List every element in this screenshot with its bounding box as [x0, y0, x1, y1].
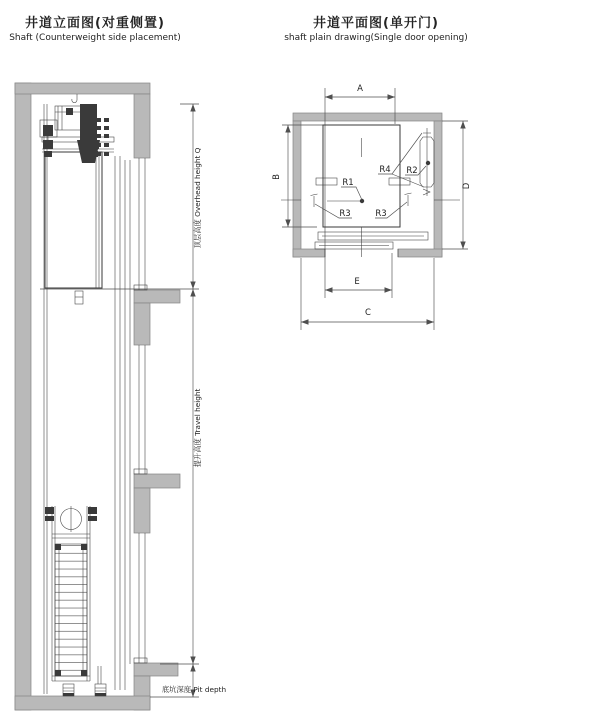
right-title-zh: 井道平面图(单开门)	[313, 16, 439, 31]
landing-doors	[134, 158, 147, 663]
dim-d-label: D	[462, 182, 472, 190]
ceiling-hook-icon	[72, 94, 77, 103]
dim-b-label: B	[272, 174, 282, 180]
right-title-en: shaft plain drawing(Single door opening)	[284, 33, 468, 43]
counterweight-assembly	[45, 506, 106, 696]
dim-e-label: E	[354, 277, 360, 287]
ref-r3-left-label: R3	[339, 209, 351, 219]
dim-a-label: A	[357, 84, 363, 94]
travel-height-label: 提升高度 Travel height	[193, 388, 202, 468]
ref-r3-right-label: R3	[375, 209, 387, 219]
left-title-zh: 井道立面图(对重侧置)	[25, 16, 165, 31]
dim-c-label: C	[365, 308, 371, 318]
shaft-elevation-view	[15, 83, 226, 710]
titles	[9, 15, 468, 43]
ref-r2-label: R2	[406, 166, 418, 176]
ref-r1-label: R1	[342, 178, 354, 188]
plan-car	[323, 125, 400, 257]
plan-reference-labels	[315, 133, 426, 219]
pit-depth-label: 底坑深度 Pit depth	[161, 685, 227, 694]
overhead-height-label: 顶层高度 Overhead height Q	[193, 147, 202, 249]
shaft-plan-view	[272, 84, 472, 330]
left-title-en: Shaft (Counterweight side placement)	[9, 33, 181, 43]
shaft-walls	[15, 83, 180, 710]
counterweight-center-point	[426, 161, 430, 165]
ref-r4-label: R4	[379, 165, 391, 175]
plan-counterweight	[420, 128, 434, 196]
